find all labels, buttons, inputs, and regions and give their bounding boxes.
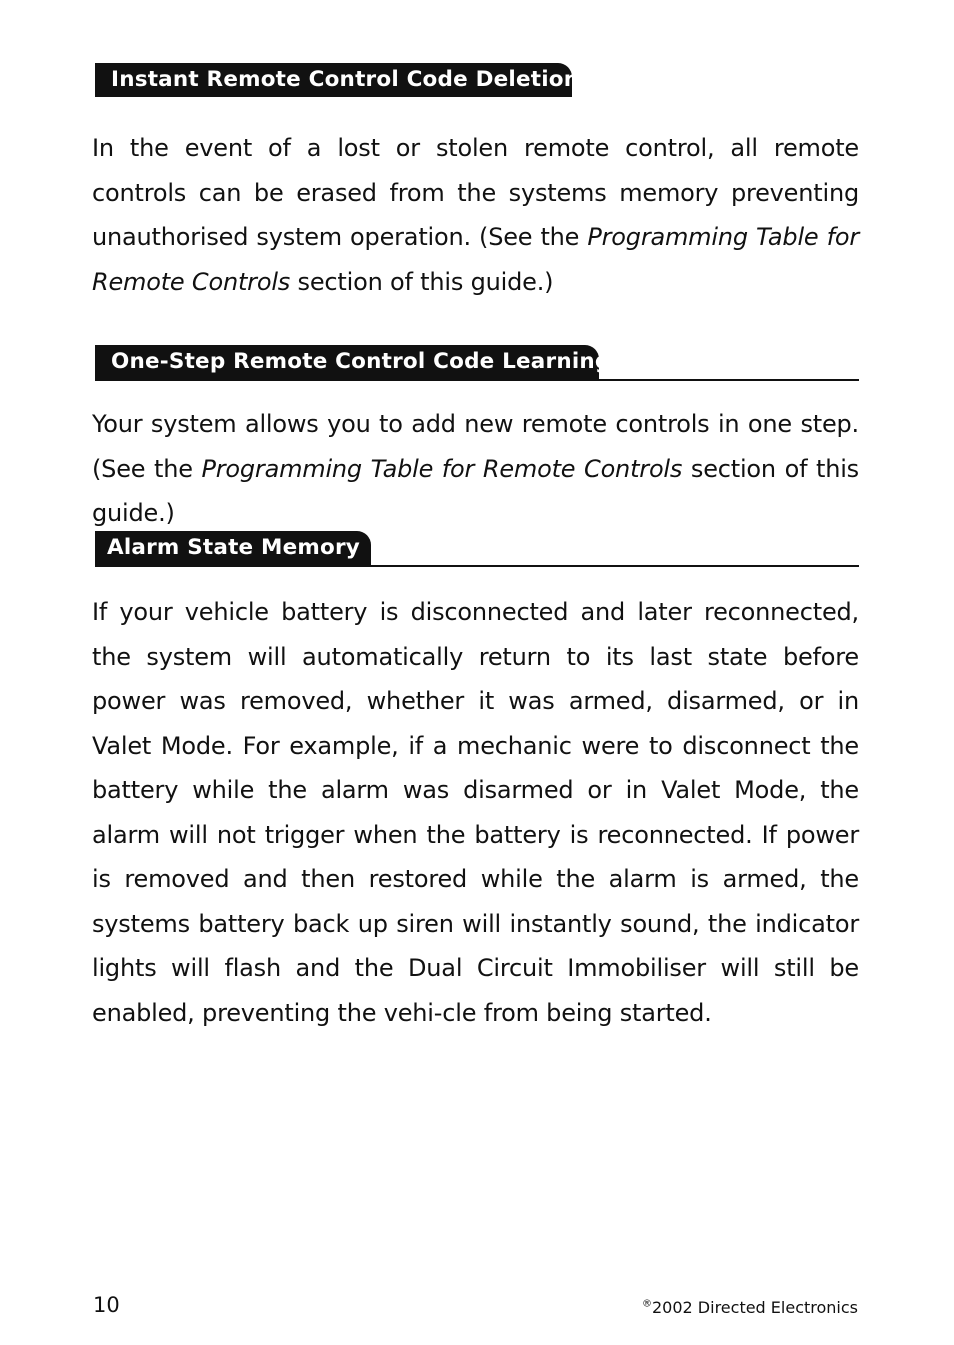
paragraph-text: section of this guide.): [92, 454, 859, 527]
paragraph-text: section of this guide.): [290, 267, 554, 296]
section-heading-label: Instant Remote Control Code Deletion: [111, 67, 580, 92]
section-heading-row: [95, 531, 859, 567]
section-paragraph: [92, 126, 859, 304]
page-number: 10: [93, 1293, 120, 1317]
section-paragraph: [92, 402, 859, 536]
paragraph-italic-reference: Programming Table for Remote Controls: [92, 223, 859, 296]
registered-symbol: ®: [642, 1298, 652, 1310]
section-heading-row: [95, 345, 859, 381]
paragraph-italic-reference: Programming Table for Remote Controls: [201, 454, 683, 483]
copyright-notice: [642, 1298, 858, 1317]
section-paragraph: [92, 590, 859, 1035]
section-heading: [95, 345, 611, 379]
section-heading: [95, 531, 371, 565]
section-heading-row: [95, 63, 859, 99]
paragraph-text: In the event of a lost or stolen remote control, all remote controls can be erased from the systems memory preventing unauthorised system operation. (See the: [92, 134, 859, 251]
paragraph-text: If your vehicle battery is disconnected and later reconnected, the system will automatically return to its last state before power was removed, whether it was armed, disarmed, or in Valet Mode. For example, if a mechanic were to disconnect the battery while the alarm was disarmed or in Valet Mode, the alarm will not trigger when the battery is reconnected. If power is removed and then restored while the alarm is armed, the systems battery back up siren will instantly sound, the indicator lights will flash and the Dual Circuit Immobiliser will still be enabled, preventing the vehi-cle from being started.: [92, 598, 859, 1027]
section-heading-label: Alarm State Memory: [107, 535, 360, 560]
section-heading: [95, 63, 580, 97]
section-heading-label: One-Step Remote Control Code Learning: [111, 349, 611, 374]
paragraph-text: Your system allows you to add new remote controls in one step. (See the: [92, 410, 859, 483]
copyright-text: 2002 Directed Electronics: [652, 1298, 858, 1317]
